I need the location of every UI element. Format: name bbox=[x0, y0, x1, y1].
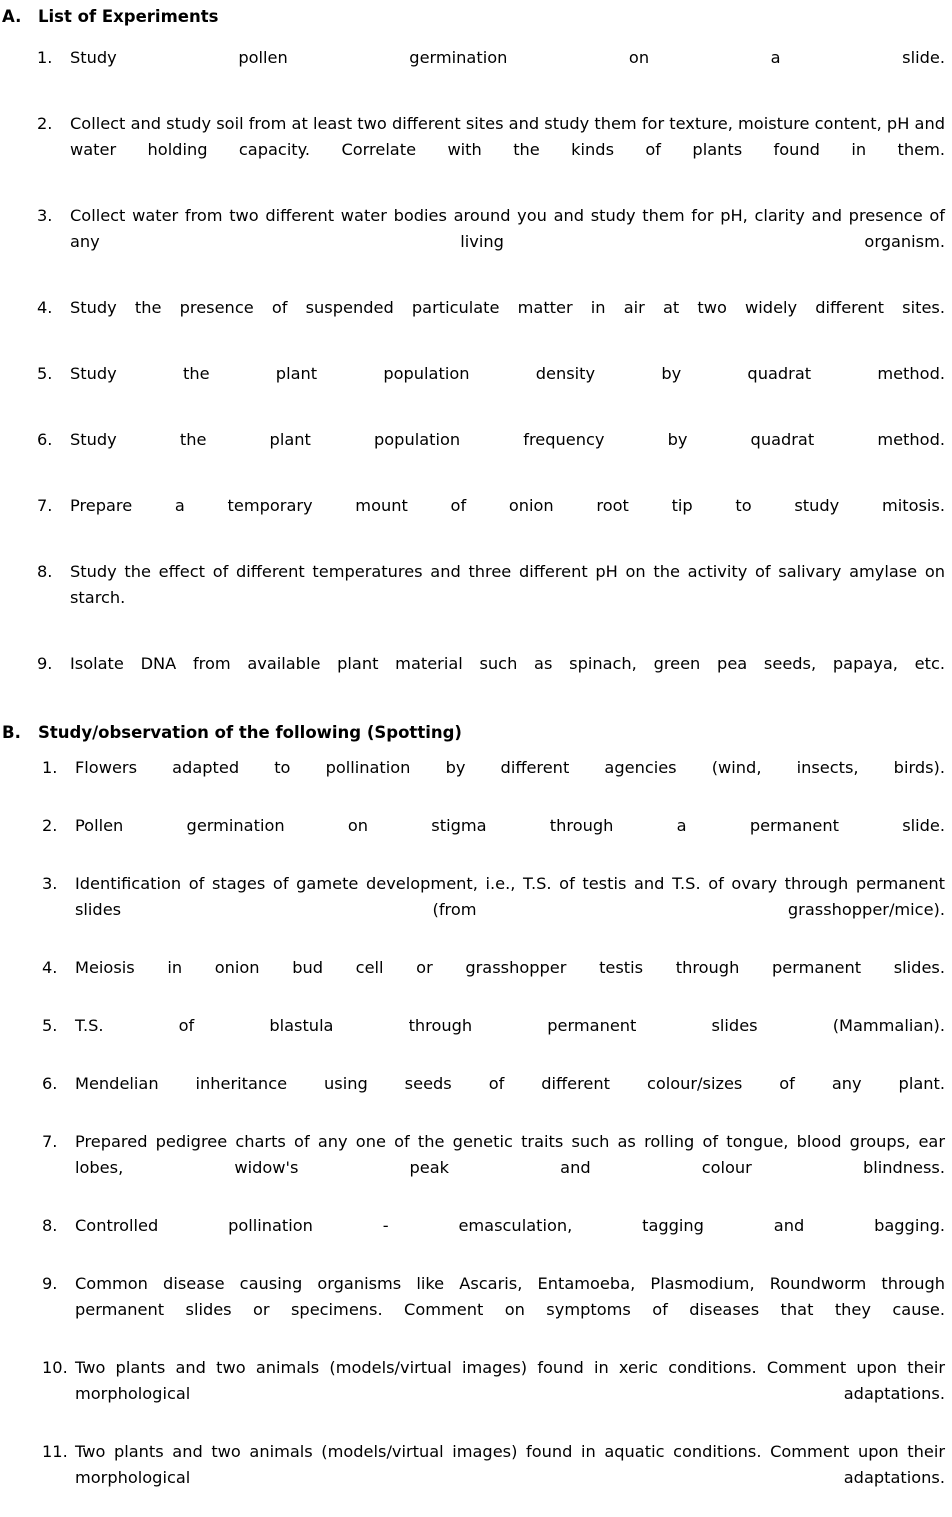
list-item-number: 8. bbox=[37, 562, 53, 581]
list-item-number: 7. bbox=[37, 496, 53, 515]
list-item-text: Study the plant population density by quadrat method. bbox=[70, 364, 945, 383]
list-item-number: 4. bbox=[42, 958, 58, 977]
list-item-text: Identification of stages of gamete development, i.e., T.S. of testis and T.S. of ovary through permanent slides (from grasshopper/mice). bbox=[75, 874, 945, 919]
list-item-number: 11. bbox=[42, 1442, 68, 1461]
section-a-title: List of Experiments bbox=[38, 7, 219, 26]
list-item-text: Meiosis in onion bud cell or grasshopper testis through permanent slides. bbox=[75, 958, 945, 977]
list-item-number: 7. bbox=[42, 1132, 58, 1151]
list-item-number: 1. bbox=[37, 48, 53, 67]
list-item-number: 3. bbox=[42, 874, 58, 893]
section-b-heading bbox=[0, 720, 952, 746]
list-item-number: 1. bbox=[42, 758, 58, 777]
list-item-text: Prepare a temporary mount of onion root tip to study mitosis. bbox=[70, 496, 945, 515]
list-item bbox=[0, 203, 952, 281]
section-a-heading bbox=[0, 4, 952, 30]
list-item-number: 3. bbox=[37, 206, 53, 225]
list-item-text: Mendelian inheritance using seeds of different colour/sizes of any plant. bbox=[75, 1074, 945, 1093]
list-item bbox=[0, 295, 952, 347]
list-item bbox=[0, 1439, 952, 1517]
list-item bbox=[0, 871, 952, 949]
list-item bbox=[0, 427, 952, 479]
list-item-text: Study pollen germination on a slide. bbox=[70, 48, 945, 67]
section-b-list bbox=[0, 755, 952, 1517]
list-item bbox=[0, 1271, 952, 1349]
list-item-number: 9. bbox=[37, 654, 53, 673]
list-item-text: Two plants and two animals (models/virtual images) found in aquatic conditions. Comment upon their morphological adaptations. bbox=[75, 1442, 945, 1487]
list-item-text: Common disease causing organisms like Ascaris, Entamoeba, Plasmodium, Roundworm through permanent slides or specimens. Comment on symptoms of diseases that they cause. bbox=[75, 1274, 945, 1319]
section-a bbox=[0, 4, 952, 703]
list-item-text: Collect water from two different water bodies around you and study them for pH, clarity and presence of any living organism. bbox=[70, 206, 945, 251]
list-item bbox=[0, 559, 952, 637]
section-b-title: Study/observation of the following (Spotting) bbox=[38, 723, 462, 742]
list-item-text: Flowers adapted to pollination by different agencies (wind, insects, birds). bbox=[75, 758, 945, 777]
list-item-text: Pollen germination on stigma through a permanent slide. bbox=[75, 816, 945, 835]
list-item bbox=[0, 361, 952, 413]
list-item-text: Collect and study soil from at least two different sites and study them for texture, moisture content, pH and water holding capacity. Correlate with the kinds of plants found in them. bbox=[70, 114, 945, 159]
section-b-marker: B. bbox=[2, 723, 21, 742]
list-item-number: 5. bbox=[37, 364, 53, 383]
list-item-number: 6. bbox=[37, 430, 53, 449]
list-item-text: Controlled pollination - emasculation, tagging and bagging. bbox=[75, 1216, 945, 1235]
list-item-number: 10. bbox=[42, 1358, 68, 1377]
list-item-text: Study the effect of different temperatures and three different pH on the activity of salivary amylase on starch. bbox=[70, 562, 945, 607]
list-item-text: Prepared pedigree charts of any one of the genetic traits such as rolling of tongue, blood groups, ear lobes, widow's peak and colour blindness. bbox=[75, 1132, 945, 1177]
list-item bbox=[0, 1213, 952, 1265]
section-a-marker: A. bbox=[2, 7, 22, 26]
list-item-number: 8. bbox=[42, 1216, 58, 1235]
list-item-number: 9. bbox=[42, 1274, 58, 1293]
list-item-number: 2. bbox=[37, 114, 53, 133]
list-item bbox=[0, 1013, 952, 1065]
section-b bbox=[0, 720, 952, 1517]
list-item bbox=[0, 1129, 952, 1207]
list-item bbox=[0, 45, 952, 97]
list-item-text: Isolate DNA from available plant material such as spinach, green pea seeds, papaya, etc. bbox=[70, 654, 945, 673]
list-item-number: 4. bbox=[37, 298, 53, 317]
list-item-text: Two plants and two animals (models/virtual images) found in xeric conditions. Comment upon their morphological adaptations. bbox=[75, 1358, 945, 1403]
list-item-text: Study the presence of suspended particulate matter in air at two widely different sites. bbox=[70, 298, 945, 317]
list-item-number: 6. bbox=[42, 1074, 58, 1093]
list-item bbox=[0, 493, 952, 545]
list-item bbox=[0, 1071, 952, 1123]
list-item-number: 5. bbox=[42, 1016, 58, 1035]
list-item bbox=[0, 813, 952, 865]
list-item bbox=[0, 1355, 952, 1433]
list-item-number: 2. bbox=[42, 816, 58, 835]
section-a-list bbox=[0, 45, 952, 703]
list-item bbox=[0, 651, 952, 703]
document-page bbox=[0, 4, 952, 1487]
list-item bbox=[0, 955, 952, 1007]
list-item bbox=[0, 755, 952, 807]
list-item-text: T.S. of blastula through permanent slides (Mammalian). bbox=[75, 1016, 945, 1035]
list-item bbox=[0, 111, 952, 189]
list-item-text: Study the plant population frequency by quadrat method. bbox=[70, 430, 945, 449]
